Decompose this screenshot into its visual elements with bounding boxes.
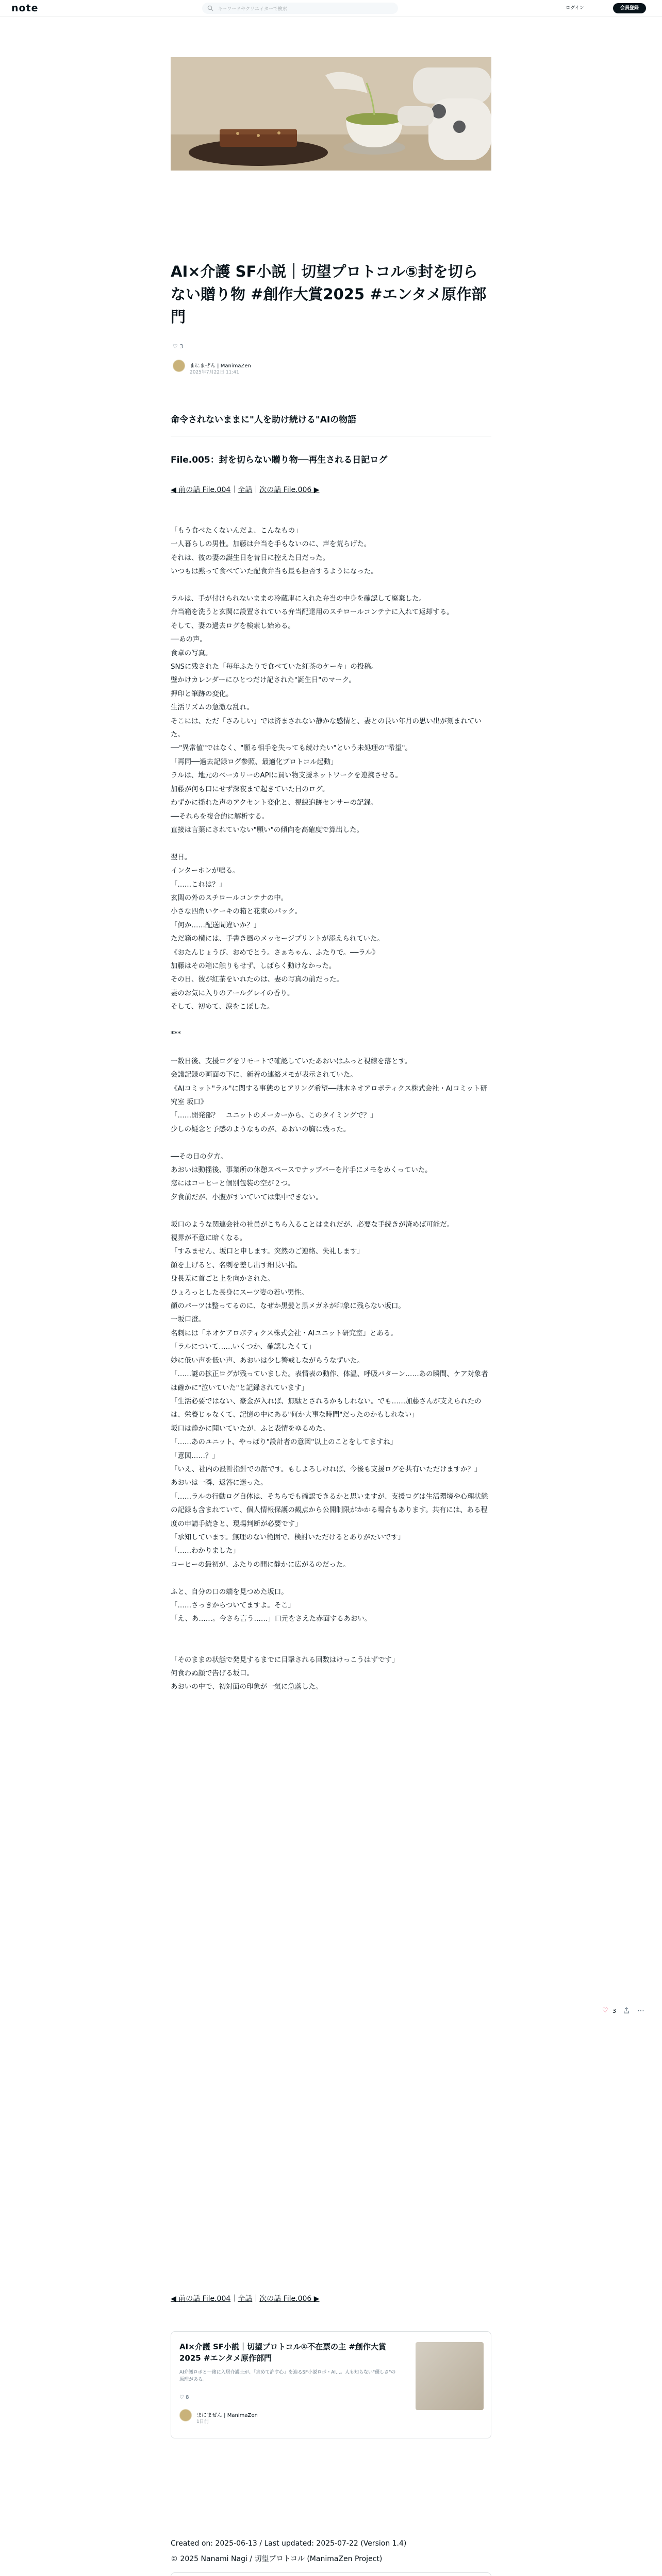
body-paragraph: ただ箱の横には、手書き風のメッセージプリントが添えられていた。: [171, 935, 384, 943]
body-paragraph: 「え、あ……。今さら言う……」口元をさえた赤面するあおい。: [171, 1615, 372, 1623]
body-paragraph: 何食わぬ顔で告げる坂口。: [171, 1669, 254, 1677]
embed-author-name: まにまぜん | ManimaZen: [196, 2413, 258, 2418]
body-paragraph: 直接は言葉にされていない"願い"の傾向を高確度で算出した。: [171, 826, 363, 834]
embed-author-avatar: [179, 2409, 192, 2421]
site-header: [0, 0, 662, 17]
body-paragraph: SNSに残された「毎年ふたりで食べていた紅茶のケーキ」の投稿。: [171, 663, 378, 671]
body-paragraph: 「もう食べたくないんだよ、こんなもの」: [171, 527, 302, 535]
author-avatar[interactable]: [173, 360, 185, 372]
chapter-nav-bottom: [171, 2293, 320, 2303]
top-like-count[interactable]: [173, 343, 183, 350]
body-paragraph: 「すみません、坂口と申します。突然のご連絡、失礼します」: [171, 1248, 364, 1256]
search-placeholder: キーワードやクリエイターで検索: [218, 7, 287, 12]
body-paragraph: 夕食前だが、小腹がすいていては集中できない。: [171, 1193, 323, 1201]
body-paragraph: そこには、ただ「さみしい」では済まされない静かな感情と、妻との長い年月の思い出が刻まれていた。: [171, 717, 482, 739]
body-paragraph: コーヒーの最初が、ふたりの間に静かに広がるのだった。: [171, 1561, 350, 1569]
article-title: AI×介護 SF小説｜切望プロトコル⑤封を切らない贈り物 #創作大賞2025 #エンタメ原作部門: [171, 263, 487, 326]
all-chapters-link[interactable]: 全話: [238, 2295, 253, 2303]
body-paragraph: 一坂口澄。: [171, 1316, 205, 1324]
body-paragraph: 「そのままの状態で発見するまでに目撃される回数はけっこうはずです」: [171, 1656, 399, 1664]
body-paragraph: ひょろっとした長身にスーツ姿の若い男性。: [171, 1289, 308, 1297]
side-actions: [602, 2006, 649, 2018]
body-paragraph: [171, 1137, 491, 1150]
body-paragraph: 「……謎の拡正ログが残っていました。表情表の動作、体温、呼吸パターン……あの瞬間、ケア対象者は確かに"泣いていた"と記録されています」: [171, 1370, 488, 1392]
hero-image: [171, 57, 491, 171]
body-paragraph: 加藤はその箱に触りもせず、しばらく動けなかった。: [171, 962, 336, 970]
like-count: 3: [179, 343, 184, 350]
article-subtitle: 命令されないままに"人を助け続ける"AIの物語: [171, 415, 357, 425]
body-paragraph: 名刺には「ネオケアロボティクス株式会社・AIユニット研究室」とある。: [171, 1329, 398, 1337]
heart-outline-icon: ♡: [179, 2395, 184, 2400]
body-paragraph: 会議記録の画面の下に、新着の連絡メモが表示されていた。: [171, 1071, 357, 1079]
body-paragraph: ふと、自分の口の端を見つめた坂口。: [171, 1588, 288, 1596]
body-paragraph: 妙に低い声を低い声、あおいは少し警戒しながらうなずいた。: [171, 1357, 364, 1365]
body-paragraph: 《AIコミット"ラル"に関する事態のヒアリング希望──耕木ネオアロボティクス株式会社・AIコミット研究室 坂口》: [171, 1084, 487, 1106]
chapter-nav-top: [171, 484, 320, 495]
heart-outline-icon[interactable]: ♡: [173, 343, 178, 350]
body-paragraph: 弁当箱を洗うと玄関に設置されている弁当配達用のスチロールコンテナに入れて返却する。: [171, 608, 454, 617]
all-chapters-link[interactable]: 全話: [238, 486, 253, 494]
body-paragraph: [171, 1626, 491, 1640]
search-box[interactable]: [202, 3, 398, 14]
nav-separator: ｜: [230, 2295, 238, 2303]
chapter-heading: File.005：封を切らない贈り物──再生される日記ログ: [171, 455, 388, 465]
body-paragraph: 少しの疑念と予感のようなものが、あおいの胸に残った。: [171, 1125, 351, 1133]
note-logo[interactable]: note: [11, 3, 39, 14]
nav-separator: ｜: [230, 486, 238, 494]
body-paragraph: 押印と筆跡の変化。: [171, 690, 233, 698]
body-paragraph: 「承知しています。無理のない範囲で、検討いただけるとありがたいです」: [171, 1533, 405, 1541]
body-paragraph: 壁かけカレンダーにひとつだけ記された"誕生日"のマーク。: [171, 676, 356, 685]
signup-button[interactable]: 会員登録: [613, 3, 646, 13]
body-paragraph: [171, 579, 491, 592]
body-paragraph: そして、初めて、涙をこぼした。: [171, 1003, 274, 1011]
nav-separator: ｜: [252, 486, 260, 494]
copyright-line: © 2025 Nanami Nagi / 切望プロトコル (ManimaZen Project): [171, 2555, 383, 2563]
body-paragraph: 《おたんじょうび、おめでとう。さぁちゃん、ふたりで。──ラル》: [171, 948, 379, 957]
embed-thumbnail: [416, 2342, 484, 2410]
body-paragraph: それは、彼の妻の誕生日を昔日に控えた日だった。: [171, 554, 329, 562]
publish-date: 2025年7月22日 11:41: [190, 370, 239, 375]
nav-separator: ｜: [252, 2295, 260, 2303]
body-paragraph: 「……開発部？ ユニットのメーカーから、このタイミングで？」: [171, 1112, 377, 1120]
body-paragraph: ──その日の夕方。: [171, 1153, 227, 1161]
body-paragraph: 「……これは？」: [171, 880, 226, 889]
side-more-icon[interactable]: ⋯: [637, 2007, 644, 2015]
body-paragraph: 「生活必要ではない、豪金が入れば、無駄とされるかもしれない。でも……加藤さんが支えられたのは、栄養じゃなくて、記憶の中にある"何か大事な時間"だったのかもしれない」: [171, 1397, 482, 1419]
body-paragraph: [171, 837, 491, 851]
embed-like-count: 8: [186, 2395, 189, 2400]
body-paragraph: 「ラルについて……いくつか、確認したくて」: [171, 1343, 316, 1351]
body-paragraph: 顔のパーツは整ってるのに、なぜか黒髪と黒メガネが印象に残らない坂口。: [171, 1302, 405, 1311]
hero-illustration: [171, 57, 491, 171]
body-paragraph: [171, 1041, 491, 1055]
body-paragraph: いつもは黙って食べていた配食弁当も最も拒否するようになった。: [171, 568, 378, 576]
body-paragraph: そして、妻の過去ログを検索し始める。: [171, 622, 295, 630]
body-paragraph: [171, 1205, 491, 1218]
embed-date: 1日前: [196, 2419, 209, 2425]
side-like-count: 3: [613, 2008, 616, 2014]
body-paragraph: 「再同──過去記録ログ参照、最適化プロトコル起動」: [171, 758, 338, 766]
body-paragraph: あおいの中で、初対面の印象が一気に急落した。: [171, 1683, 323, 1691]
author-name[interactable]: まにまぜん | ManimaZen: [190, 363, 251, 369]
body-paragraph: 一数日後、支援ログをリモートで確認していたあおいはふっと視線を落とす。: [171, 1057, 412, 1065]
version-info: [171, 2536, 406, 2567]
body-paragraph: 「……さっきからついてますよ。そこ」: [171, 1601, 295, 1609]
embed-like: [179, 2395, 189, 2400]
body-paragraph: 「……わかりました」: [171, 1547, 240, 1555]
side-heart-icon[interactable]: ♡: [602, 2007, 608, 2014]
body-paragraph: 坂口のような関連会社の社員がこちら入ることはまれだが、必要な手続きが済めば可能だ。: [171, 1221, 454, 1229]
embed-author: [179, 2409, 406, 2430]
body-paragraph: あおいは動揺後、事業所の休憩スペースでナップバーを片手にメモをめくっていた。: [171, 1166, 432, 1175]
next-chapter-link[interactable]: 次の話 File.006 ▶: [259, 486, 320, 494]
embed-title[interactable]: AI×介護 SF小説｜切望プロトコル①不在票の主 #創作大賞2025 #エンタメ原作部門: [179, 2342, 386, 2363]
prev-chapter-link[interactable]: ◀ 前の話 File.004: [171, 486, 231, 494]
embedded-article-card[interactable]: [171, 2331, 491, 2438]
body-paragraph: 生活リズムの急激な乱れ。: [171, 704, 254, 712]
body-paragraph: [171, 1572, 491, 1585]
body-paragraph: あおいは一瞬、返答に迷った。: [171, 1479, 268, 1487]
body-paragraph: 視界が不意に暗くなる。: [171, 1234, 247, 1243]
body-paragraph: その日、彼が紅茶をいれたのは、妻の写真の前だった。: [171, 976, 343, 984]
body-paragraph: 坂口は静かに聞いていたが、ふと表情をゆるめた。: [171, 1425, 329, 1433]
prev-chapter-link[interactable]: ◀ 前の話 File.004: [171, 2295, 231, 2303]
search-icon: [207, 5, 213, 11]
next-chapter-link[interactable]: 次の話 File.006 ▶: [259, 2295, 320, 2303]
body-paragraph: 「何か……配送間違いか？」: [171, 921, 261, 929]
body-paragraph: 玄関の外のスチロールコンテナの中。: [171, 894, 288, 902]
body-paragraph: 「……あのユニット、やっぱり"設計者の意図"以上のことをしてますね」: [171, 1438, 398, 1447]
body-paragraph: 小さな四角いケーキの箱と花束のパック。: [171, 908, 302, 916]
body-paragraph: 「意図……？」: [171, 1452, 219, 1460]
body-paragraph: ──"異常値"ではなく、"願る相手を失っても続けたい"という未処理の"希望"。: [171, 744, 412, 753]
embed-description: AI介護ロボと一緒に入居介護士が、「求めて許す心」を辿るSF小説ロボ・AI…。人も知らない"優しさ"の原理がある。: [179, 2370, 396, 2382]
side-share-icon[interactable]: [623, 2007, 630, 2014]
body-paragraph: 身長差に首ごと上を向かされた。: [171, 1275, 274, 1283]
created-updated-line: Created on: 2025-06-13 / Last updated: 2025-07-22 (Version 1.4): [171, 2539, 407, 2548]
body-paragraph: 顔を上げると、名刺を差し出す細長い指。: [171, 1261, 302, 1269]
body-paragraph: ──それらを複合的に解析する。: [171, 812, 269, 821]
body-paragraph: 加藤が何も口にせず深夜まで起きていた日のログ。: [171, 785, 329, 793]
body-paragraph: わずかに揺れた声のアクセント変化と、視線追跡センサーの記録。: [171, 799, 378, 807]
body-paragraph: [171, 1014, 491, 1028]
body-paragraph: [171, 1640, 491, 1653]
body-paragraph: 翌日。: [171, 853, 192, 861]
body-paragraph: ***: [171, 1030, 181, 1038]
body-paragraph: ラルは、地元のベーカリーのAPIに買い物支援ネットワークを連携させる。: [171, 772, 403, 780]
body-paragraph: ──あの声。: [171, 636, 207, 644]
tip-box: [171, 2572, 491, 2576]
article-body: [171, 524, 491, 1694]
body-paragraph: ラルは、手が付けられないままの冷蔵庫に入れた弁当の中身を確認して廃棄した。: [171, 595, 426, 603]
body-paragraph: 「……ラルの行動ログ自体は、そちらでも確認できるかと思いますが、支援ログは生活環境や心理状態の記録も含まれていて、個人情報保護の観点から公開制限がかかる場合もあります。共有には、ある程度の申請手続きと、現場判断が必要です」: [171, 1493, 488, 1528]
body-paragraph: 窓にはコーヒーと個別包装の空が２つ。: [171, 1180, 294, 1188]
body-paragraph: 食卓の写真。: [171, 649, 212, 657]
body-paragraph: 妻のお気に入りのアールグレイの香り。: [171, 989, 294, 997]
body-paragraph: インターホンが鳴る。: [171, 867, 240, 875]
body-paragraph: 一人暮らしの男性。加藤は弁当を手もないのに、声を荒らげた。: [171, 540, 371, 549]
login-button[interactable]: ログイン: [566, 6, 584, 11]
body-paragraph: 「いえ、社内の設計指針での話です。もしよろしければ、今後も支援ログを共有いただけますか？」: [171, 1465, 482, 1473]
